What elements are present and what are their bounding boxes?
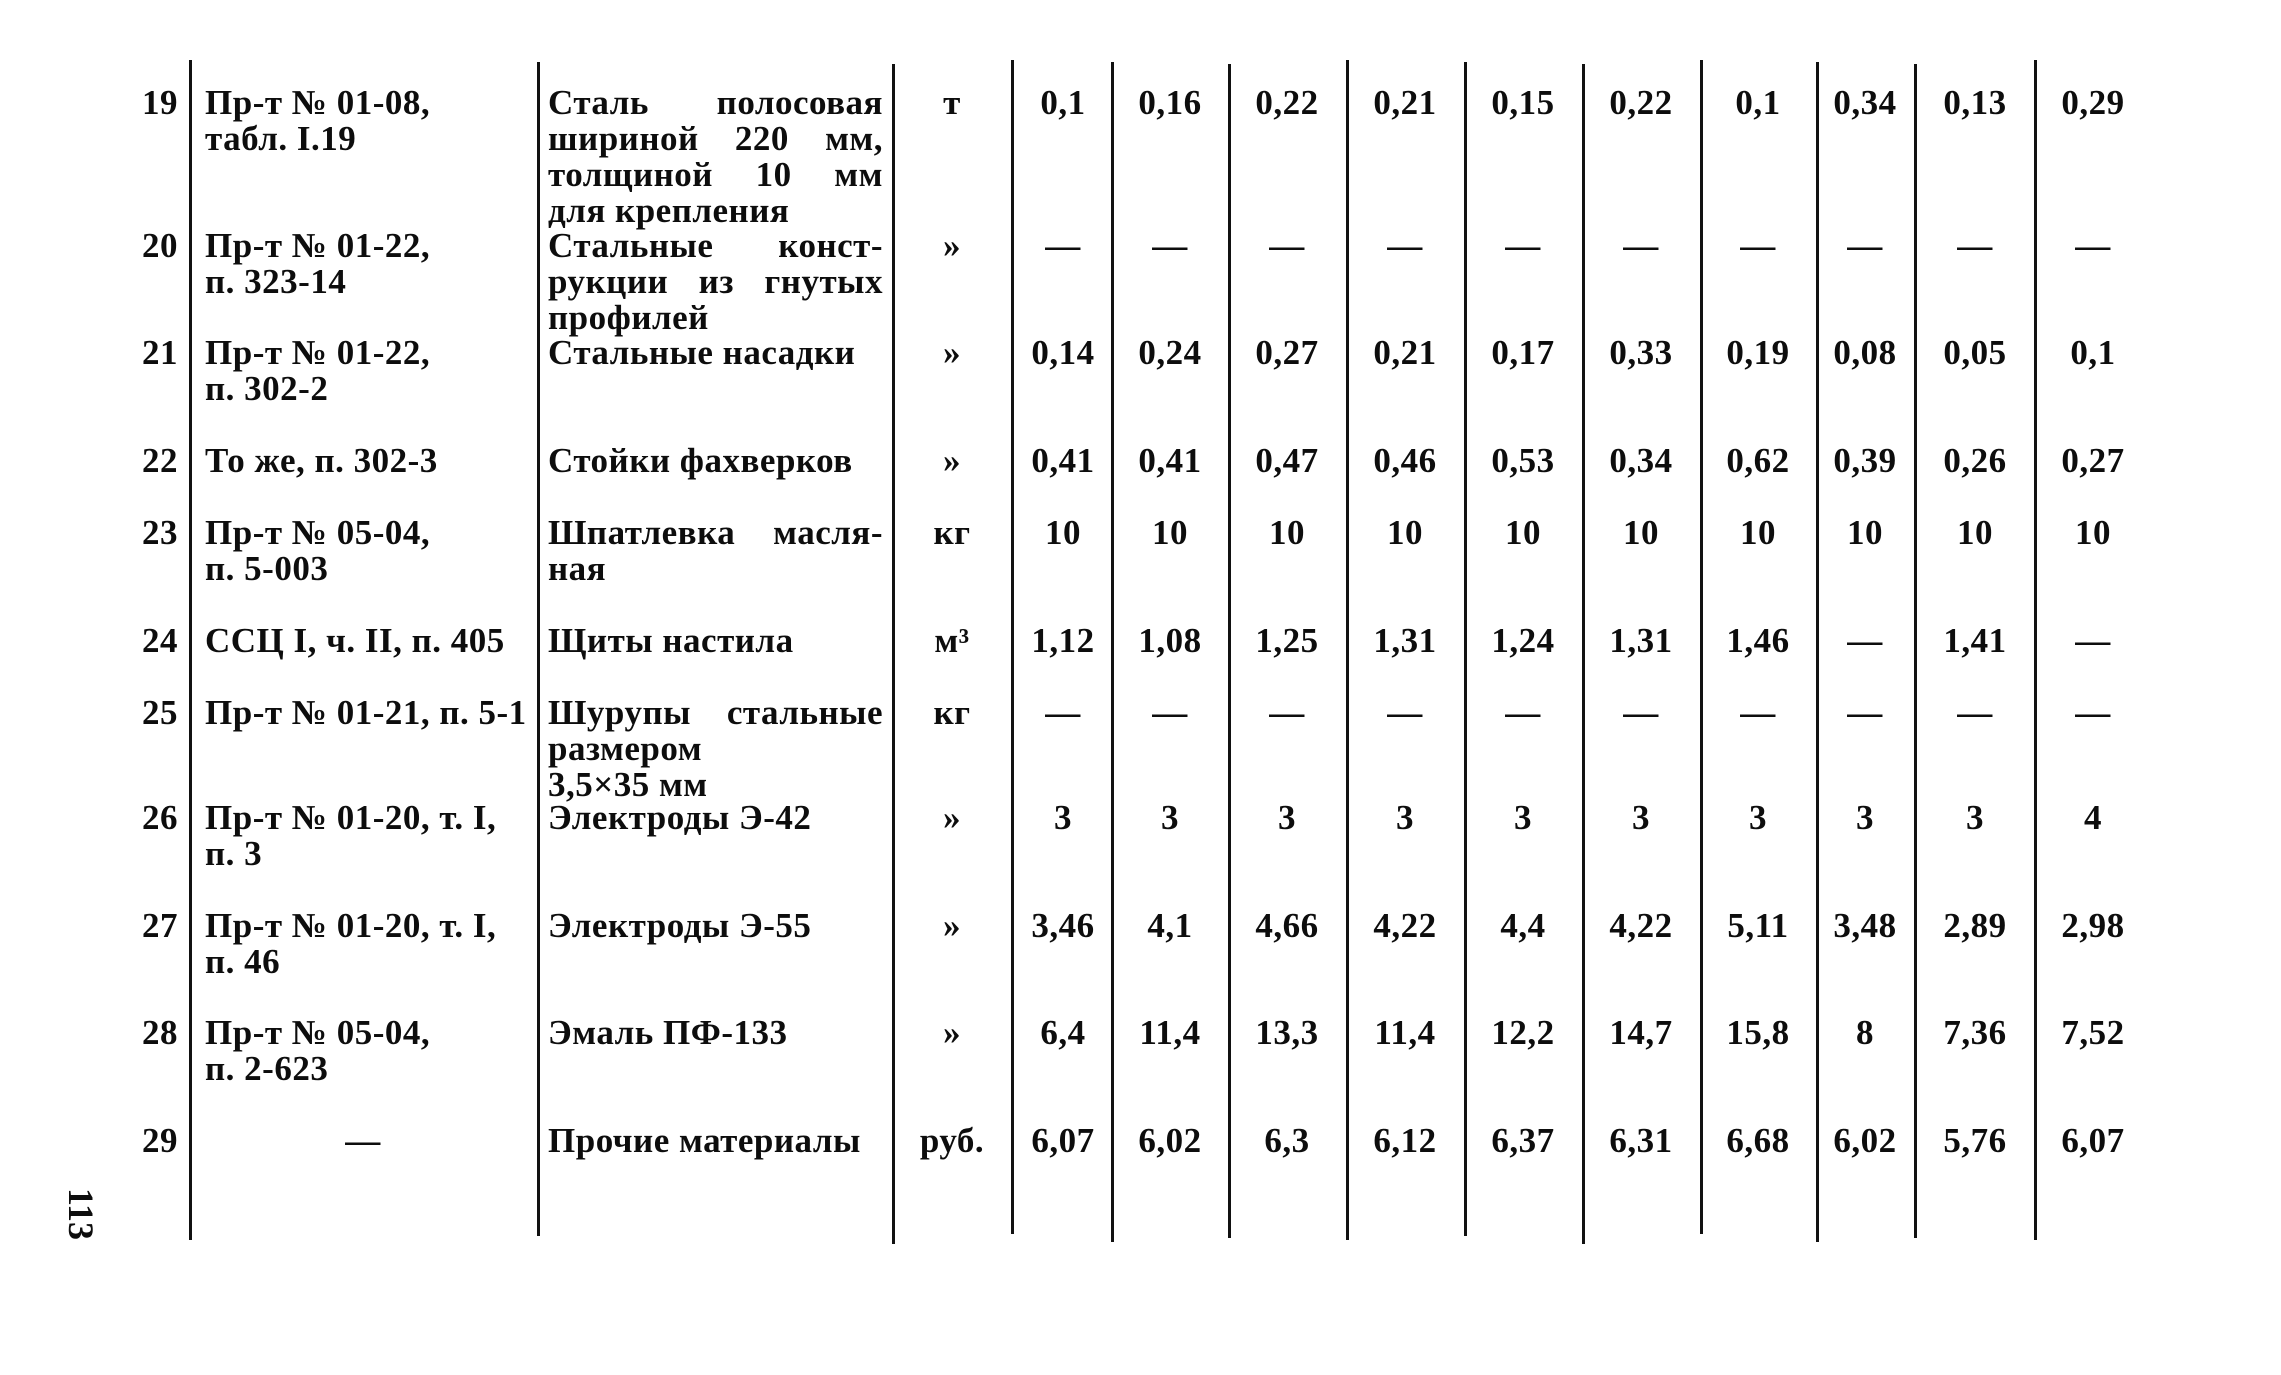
value-cell: 0,33	[1609, 333, 1673, 372]
reference-line: п. 5-003	[205, 549, 329, 588]
material-name-line: Стальные конст-	[548, 226, 883, 265]
reference-line: Пр-т № 01-22,	[205, 226, 431, 265]
material-name-line: Щиты настила	[548, 621, 794, 660]
reference-cell	[189, 1123, 537, 1159]
value-cell: 0,19	[1726, 333, 1790, 372]
value-cell: —	[1045, 693, 1081, 732]
value-cell: 0,26	[1943, 441, 2007, 480]
material-name-line: 3,5×35 мм	[548, 765, 708, 804]
value-cell: 6,37	[1491, 1121, 1555, 1160]
material-name-cell	[548, 228, 883, 336]
value-cell: 0,21	[1373, 333, 1437, 372]
value-cell: 4,4	[1500, 906, 1546, 945]
value-cell: —	[1623, 226, 1659, 265]
material-name-cell	[548, 1123, 883, 1159]
value-cell: 0,22	[1609, 83, 1673, 122]
material-name-line: Шпатлевка масля-	[548, 513, 883, 552]
unit-cell: руб.	[919, 1121, 985, 1160]
value-cell: —	[1740, 226, 1776, 265]
value-cell: 0,1	[1735, 83, 1781, 122]
material-name-line: Сталь полосовая	[548, 83, 883, 122]
value-cell: 2,98	[2061, 906, 2125, 945]
value-cell: 10	[1957, 513, 1993, 552]
page-number: 113	[61, 1188, 101, 1241]
material-name-line: размером	[548, 729, 703, 768]
value-cell: 3,46	[1031, 906, 1095, 945]
value-cell: 0,1	[1040, 83, 1086, 122]
material-name-cell	[548, 908, 883, 944]
value-cell: 3	[1514, 798, 1532, 837]
reference-line: То же, п. 302-3	[205, 441, 438, 480]
material-name-cell	[548, 800, 883, 836]
value-cell: —	[2075, 226, 2111, 265]
value-cell: 6,68	[1726, 1121, 1790, 1160]
value-cell: 10	[1045, 513, 1081, 552]
material-name-cell	[548, 623, 883, 659]
row-number: 25	[142, 693, 178, 732]
reference-line: Пр-т № 01-21, п. 5-1	[205, 693, 527, 732]
material-name-line: Эмаль ПФ-133	[548, 1013, 788, 1052]
material-name-line: Шурупы стальные	[548, 693, 883, 732]
material-name-line: для крепления	[548, 191, 790, 230]
value-cell: 10	[1269, 513, 1305, 552]
value-cell: 1,25	[1255, 621, 1319, 660]
material-name-cell	[548, 515, 883, 587]
value-cell: —	[1269, 693, 1305, 732]
row-number: 29	[142, 1121, 178, 1160]
value-cell: 0,34	[1833, 83, 1897, 122]
value-cell: 0,1	[2070, 333, 2116, 372]
value-cell: 6,07	[1031, 1121, 1095, 1160]
value-cell: 0,41	[1138, 441, 1202, 480]
reference-cell	[205, 695, 535, 731]
material-name-line: толщиной 10 мм	[548, 155, 883, 194]
reference-line: —	[345, 1121, 381, 1160]
value-cell: 1,24	[1491, 621, 1555, 660]
value-cell: 4,22	[1609, 906, 1673, 945]
reference-line: Пр-т № 01-20, т. I,	[205, 906, 497, 945]
value-cell: 6,02	[1833, 1121, 1897, 1160]
reference-line: п. 302-2	[205, 369, 329, 408]
reference-line: табл. I.19	[205, 119, 357, 158]
reference-cell	[205, 908, 535, 980]
reference-line: ССЦ I, ч. II, п. 405	[205, 621, 505, 660]
value-cell: 0,15	[1491, 83, 1555, 122]
value-cell: 5,76	[1943, 1121, 2007, 1160]
material-name-line: профилей	[548, 298, 709, 337]
material-name-cell	[548, 443, 883, 479]
value-cell: 0,47	[1255, 441, 1319, 480]
reference-cell	[205, 1015, 535, 1087]
value-cell: 4,1	[1147, 906, 1193, 945]
material-name-cell	[548, 695, 883, 803]
row-number: 26	[142, 798, 178, 837]
value-cell: 0,27	[1255, 333, 1319, 372]
value-cell: —	[1623, 693, 1659, 732]
value-cell: 0,17	[1491, 333, 1555, 372]
value-cell: 1,41	[1943, 621, 2007, 660]
value-cell: 0,22	[1255, 83, 1319, 122]
unit-cell: т	[943, 83, 961, 122]
value-cell: 3	[1054, 798, 1072, 837]
material-name-line: ная	[548, 549, 607, 588]
value-cell: —	[1045, 226, 1081, 265]
reference-line: Пр-т № 01-20, т. I,	[205, 798, 497, 837]
value-cell: 0,41	[1031, 441, 1095, 480]
reference-line: Пр-т № 05-04,	[205, 513, 431, 552]
unit-cell: »	[943, 441, 961, 480]
reference-cell	[205, 228, 535, 300]
value-cell: 1,46	[1726, 621, 1790, 660]
row-number: 20	[142, 226, 178, 265]
value-cell: 0,24	[1138, 333, 1202, 372]
value-cell: —	[1847, 693, 1883, 732]
value-cell: 0,34	[1609, 441, 1673, 480]
column-rule	[1464, 62, 1467, 1236]
material-name-line: Прочие материалы	[548, 1121, 861, 1160]
value-cell: —	[1505, 226, 1541, 265]
value-cell: —	[2075, 621, 2111, 660]
row-number: 19	[142, 83, 178, 122]
value-cell: 0,08	[1833, 333, 1897, 372]
value-cell: —	[1957, 693, 1993, 732]
value-cell: 3	[1749, 798, 1767, 837]
value-cell: 10	[1387, 513, 1423, 552]
reference-line: Пр-т № 01-22,	[205, 333, 431, 372]
reference-cell	[205, 515, 535, 587]
value-cell: 0,27	[2061, 441, 2125, 480]
value-cell: 10	[1740, 513, 1776, 552]
value-cell: 3	[1396, 798, 1414, 837]
value-cell: —	[1505, 693, 1541, 732]
value-cell: 3	[1632, 798, 1650, 837]
reference-line: Пр-т № 05-04,	[205, 1013, 431, 1052]
value-cell: —	[1847, 621, 1883, 660]
value-cell: 3	[1278, 798, 1296, 837]
value-cell: 0,14	[1031, 333, 1095, 372]
column-rule	[1228, 64, 1231, 1238]
row-number: 23	[142, 513, 178, 552]
reference-line: п. 2-623	[205, 1049, 329, 1088]
unit-cell: »	[943, 906, 961, 945]
value-cell: 10	[1847, 513, 1883, 552]
value-cell: 13,3	[1255, 1013, 1319, 1052]
value-cell: 0,21	[1373, 83, 1437, 122]
value-cell: 6,02	[1138, 1121, 1202, 1160]
material-name-line: Стойки фахверков	[548, 441, 853, 480]
value-cell: —	[1847, 226, 1883, 265]
material-name-cell	[548, 335, 883, 371]
value-cell: 4,22	[1373, 906, 1437, 945]
value-cell: 12,2	[1491, 1013, 1555, 1052]
column-rule	[2034, 60, 2037, 1240]
value-cell: 15,8	[1726, 1013, 1790, 1052]
value-cell: 6,3	[1264, 1121, 1310, 1160]
row-number: 24	[142, 621, 178, 660]
value-cell: 1,08	[1138, 621, 1202, 660]
column-rule	[537, 62, 540, 1236]
value-cell: 3	[1966, 798, 1984, 837]
reference-cell	[205, 85, 535, 157]
value-cell: 7,52	[2061, 1013, 2125, 1052]
material-name-line: Электроды Э-55	[548, 906, 812, 945]
unit-cell: кг	[933, 513, 971, 552]
column-rule	[1700, 60, 1703, 1234]
value-cell: 0,62	[1726, 441, 1790, 480]
value-cell: —	[1387, 226, 1423, 265]
value-cell: 10	[1505, 513, 1541, 552]
value-cell: 0,29	[2061, 83, 2125, 122]
value-cell: 3	[1161, 798, 1179, 837]
unit-cell: кг	[933, 693, 971, 732]
value-cell: —	[1740, 693, 1776, 732]
reference-line: п. 46	[205, 942, 281, 981]
value-cell: 7,36	[1943, 1013, 2007, 1052]
value-cell: 0,39	[1833, 441, 1897, 480]
value-cell: 0,13	[1943, 83, 2007, 122]
value-cell: 3,48	[1833, 906, 1897, 945]
value-cell: 1,31	[1373, 621, 1437, 660]
row-number: 21	[142, 333, 178, 372]
value-cell: 10	[2075, 513, 2111, 552]
row-number: 22	[142, 441, 178, 480]
value-cell: 6,31	[1609, 1121, 1673, 1160]
value-cell: 1,12	[1031, 621, 1095, 660]
value-cell: 0,53	[1491, 441, 1555, 480]
material-name-line: шириной 220 мм,	[548, 119, 883, 158]
value-cell: 6,12	[1373, 1121, 1437, 1160]
material-name-cell	[548, 85, 883, 229]
value-cell: 1,31	[1609, 621, 1673, 660]
reference-line: п. 323-14	[205, 262, 347, 301]
row-number: 27	[142, 906, 178, 945]
column-rule	[892, 64, 895, 1244]
reference-line: Пр-т № 01-08,	[205, 83, 431, 122]
value-cell: 0,05	[1943, 333, 2007, 372]
value-cell: 0,16	[1138, 83, 1202, 122]
column-rule	[189, 60, 192, 1240]
unit-cell: »	[943, 333, 961, 372]
value-cell: —	[1152, 226, 1188, 265]
value-cell: 11,4	[1374, 1013, 1436, 1052]
value-cell: 6,07	[2061, 1121, 2125, 1160]
value-cell: —	[1152, 693, 1188, 732]
value-cell: 14,7	[1609, 1013, 1673, 1052]
row-number: 28	[142, 1013, 178, 1052]
value-cell: 3	[1856, 798, 1874, 837]
unit-cell: »	[943, 798, 961, 837]
reference-cell	[205, 443, 535, 479]
value-cell: 5,11	[1727, 906, 1789, 945]
value-cell: 4	[2084, 798, 2102, 837]
value-cell: 11,4	[1139, 1013, 1201, 1052]
reference-line: п. 3	[205, 834, 263, 873]
value-cell: —	[2075, 693, 2111, 732]
value-cell: —	[1269, 226, 1305, 265]
value-cell: 4,66	[1255, 906, 1319, 945]
material-name-line: рукции из гнутых	[548, 262, 883, 301]
reference-cell	[205, 335, 535, 407]
value-cell: 0,46	[1373, 441, 1437, 480]
value-cell: 2,89	[1943, 906, 2007, 945]
material-name-line: Электроды Э-42	[548, 798, 812, 837]
value-cell: 8	[1856, 1013, 1874, 1052]
column-rule	[1582, 64, 1585, 1244]
material-name-line: Стальные насадки	[548, 333, 856, 372]
unit-cell: м³	[934, 621, 970, 660]
column-rule	[1346, 60, 1349, 1240]
reference-cell	[205, 623, 535, 659]
value-cell: 10	[1152, 513, 1188, 552]
value-cell: 10	[1623, 513, 1659, 552]
reference-cell	[205, 800, 535, 872]
unit-cell: »	[943, 226, 961, 265]
unit-cell: »	[943, 1013, 961, 1052]
material-name-cell	[548, 1015, 883, 1051]
value-cell: 6,4	[1040, 1013, 1086, 1052]
value-cell: —	[1387, 693, 1423, 732]
value-cell: —	[1957, 226, 1993, 265]
